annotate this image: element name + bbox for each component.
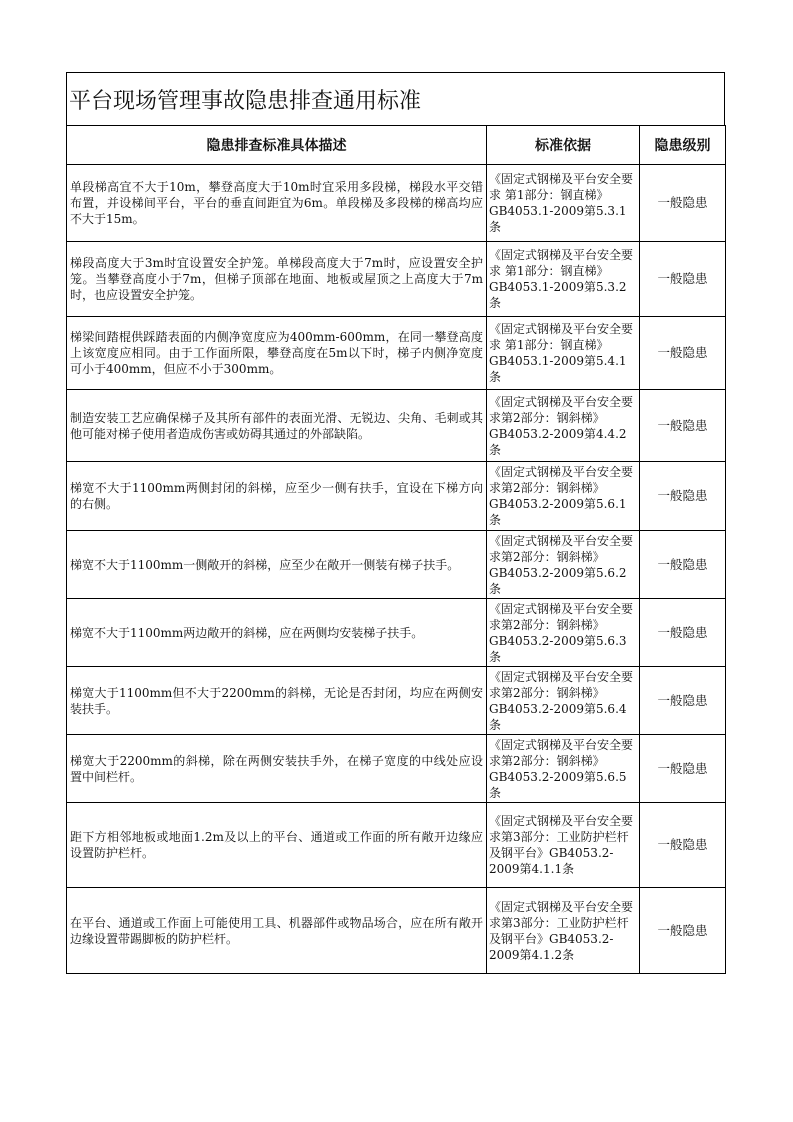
- row-basis-cell: 《固定式钢梯及平台安全要求第2部分：钢斜梯》GB4053.2-2009第5.6.5条: [487, 735, 640, 803]
- row-description-cell: 距下方相邻地板或地面1.2m及以上的平台、通道或工作面的所有敞开边缘应设置防护栏杆。: [67, 803, 487, 888]
- row-level-cell: 一般隐患: [640, 531, 726, 599]
- row-basis-cell: 《固定式钢梯及平台安全要求第2部分：钢斜梯》GB4053.2-2009第5.6.1条: [487, 462, 640, 531]
- column-header-basis: 标准依据: [487, 126, 640, 165]
- row-description-cell: 梯宽不大于1100mm两边敞开的斜梯，应在两侧均安装梯子扶手。: [67, 599, 487, 667]
- row-level-cell: 一般隐患: [640, 599, 726, 667]
- table-row: [67, 803, 726, 888]
- table-row: [67, 667, 726, 735]
- page-title: 平台现场管理事故隐患排查通用标准: [69, 88, 422, 114]
- row-description-cell: 梯段高度大于3m时宜设置安全护笼。单梯段高度大于7m时，应设置安全护笼。当攀登高度小于7m，但梯子顶部在地面、地板或屋顶之上高度大于7m时，也应设置安全护笼。: [67, 242, 487, 317]
- table-row: [67, 599, 726, 667]
- column-header-description: 隐患排查标准具体描述: [67, 126, 487, 165]
- table-row: [67, 462, 726, 531]
- row-level-cell: 一般隐患: [640, 667, 726, 735]
- row-level-cell: 一般隐患: [640, 888, 726, 974]
- row-level-cell: 一般隐患: [640, 242, 726, 317]
- row-basis-cell: 《固定式钢梯及平台安全要求第2部分：钢斜梯》GB4053.2-2009第5.6.2条: [487, 531, 640, 599]
- row-basis-cell: 《固定式钢梯及平台安全要求第3部分：工业防护栏杆及钢平台》GB4053.2-2009第4.1.2条: [487, 888, 640, 974]
- table-row: [67, 531, 726, 599]
- row-description-cell: 梯宽不大于1100mm两侧封闭的斜梯，应至少一侧有扶手，宜设在下梯方向的右侧。: [67, 462, 487, 531]
- table-row: [67, 165, 726, 242]
- table-row: [67, 888, 726, 974]
- row-level-cell: 一般隐患: [640, 462, 726, 531]
- row-basis-cell: 《固定式钢梯及平台安全要求第3部分：工业防护栏杆及钢平台》GB4053.2-2009第4.1.1条: [487, 803, 640, 888]
- table-row: [67, 317, 726, 390]
- row-basis-cell: 《固定式钢梯及平台安全要求第2部分：钢斜梯》GB4053.2-2009第5.6.4条: [487, 667, 640, 735]
- table-row: [67, 242, 726, 317]
- row-basis-cell: 《固定式钢梯及平台安全要求 第1部分：钢直梯》GB4053.1-2009第5.3.1条: [487, 165, 640, 242]
- table-header-row: [67, 126, 726, 165]
- column-header-level: 隐患级别: [640, 126, 726, 165]
- table-row: [67, 735, 726, 803]
- row-level-cell: 一般隐患: [640, 390, 726, 462]
- title-row: [66, 72, 725, 125]
- table-row: [67, 390, 726, 462]
- row-level-cell: 一般隐患: [640, 735, 726, 803]
- row-basis-cell: 《固定式钢梯及平台安全要求第2部分：钢斜梯》GB4053.2-2009第4.4.2条: [487, 390, 640, 462]
- row-description-cell: 制造安装工艺应确保梯子及其所有部件的表面光滑、无锐边、尖角、毛刺或其他可能对梯子使用者造成伤害或妨碍其通过的外部缺陷。: [67, 390, 487, 462]
- row-basis-cell: 《固定式钢梯及平台安全要求第2部分：钢斜梯》GB4053.2-2009第5.6.3条: [487, 599, 640, 667]
- row-basis-cell: 《固定式钢梯及平台安全要求 第1部分：钢直梯》GB4053.1-2009第5.4.1条: [487, 317, 640, 390]
- row-description-cell: 梯宽大于2200mm的斜梯，除在两侧安装扶手外，在梯子宽度的中线处应设置中间栏杆。: [67, 735, 487, 803]
- row-level-cell: 一般隐患: [640, 317, 726, 390]
- standards-table: [66, 125, 726, 974]
- row-description-cell: 在平台、通道或工作面上可能使用工具、机器部件或物品场合，应在所有敞开边缘设置带踢脚板的防护栏杆。: [67, 888, 487, 974]
- row-level-cell: 一般隐患: [640, 803, 726, 888]
- row-description-cell: 梯梁间踏棍供踩踏表面的内侧净宽度应为400mm-600mm，在同一攀登高度上该宽度应相同。由于工作面所限，攀登高度在5m以下时，梯子内侧净宽度可小于400mm，但应不小于300mm。: [67, 317, 487, 390]
- document-sheet: [66, 72, 725, 974]
- row-description-cell: 单段梯高宜不大于10m，攀登高度大于10m时宜采用多段梯，梯段水平交错布置，并设梯间平台，平台的垂直间距宜为6m。单段梯及多段梯的梯高均应不大于15m。: [67, 165, 487, 242]
- row-level-cell: 一般隐患: [640, 165, 726, 242]
- row-description-cell: 梯宽大于1100mm但不大于2200mm的斜梯，无论是否封闭，均应在两侧安装扶手。: [67, 667, 487, 735]
- row-description-cell: 梯宽不大于1100mm一侧敞开的斜梯，应至少在敞开一侧装有梯子扶手。: [67, 531, 487, 599]
- row-basis-cell: 《固定式钢梯及平台安全要求 第1部分：钢直梯》GB4053.1-2009第5.3.2条: [487, 242, 640, 317]
